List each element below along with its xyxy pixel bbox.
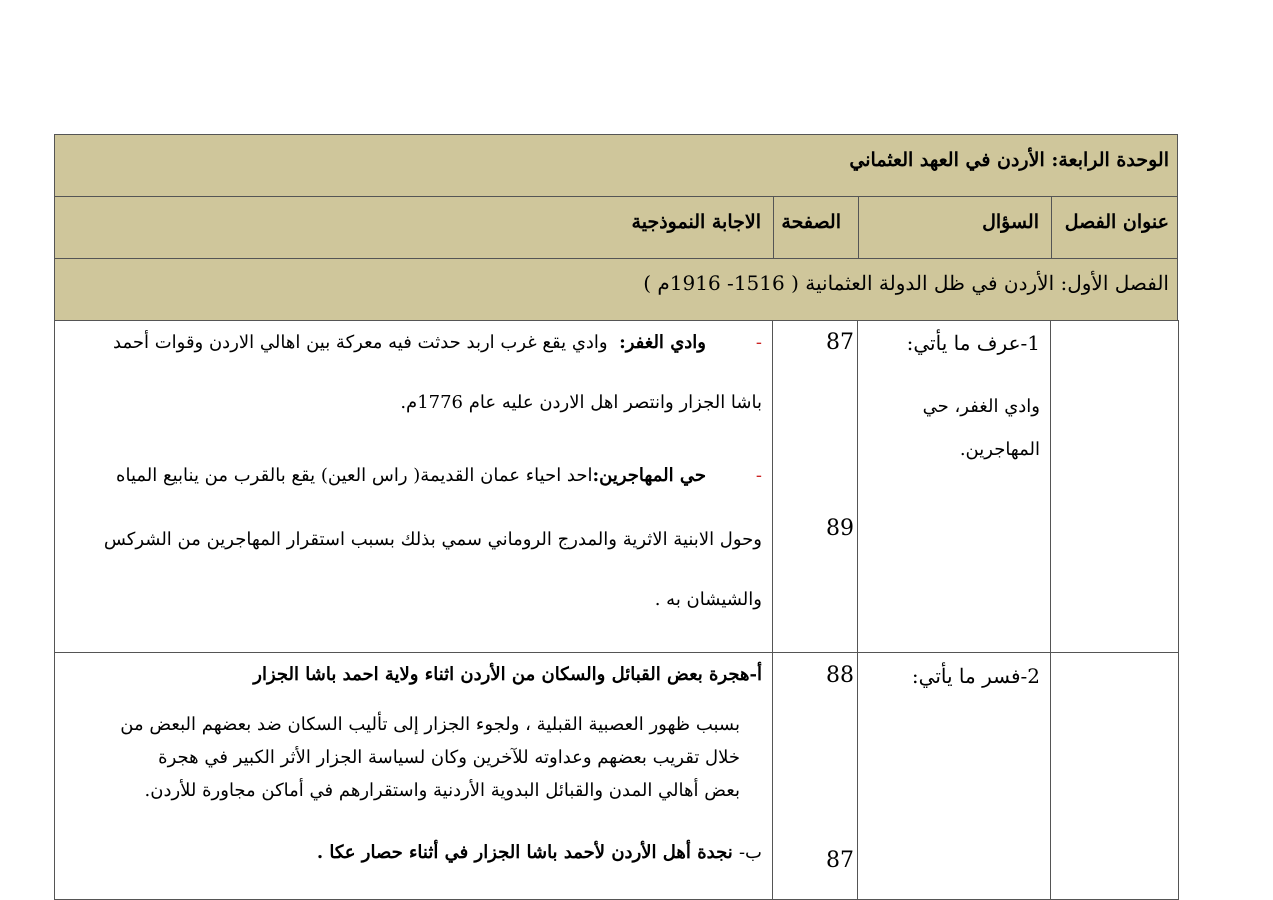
answer-term: وادي الغفر: (619, 332, 706, 353)
question-1-line-3: المهاجرين. (959, 439, 1040, 460)
answer-dash: - (755, 465, 762, 486)
answer-1-line-2: باشا الجزار وانتصر اهل الاردن عليه عام 1776م. (400, 392, 762, 413)
answer-a-line-1: بسبب ظهور العصبية القبلية ، ولجوء الجزار إلى تأليب السكان ضد بعضهم البعض من (120, 714, 740, 735)
answer-a-title: أ-هجرة بعض القبائل والسكان من الأردن اثناء ولاية احمد باشا الجزار (253, 664, 762, 685)
question-2-line-1: 2-فسر ما يأتي: (911, 664, 1040, 688)
chapter-row (54, 258, 1178, 321)
page-number: 88 (826, 663, 854, 688)
answer-b-prefix: ب- (738, 842, 762, 863)
question-1-line-2: وادي الغفر، حي (922, 396, 1040, 417)
table-body (54, 320, 1178, 900)
answer-2-line-1 (116, 467, 706, 485)
unit-title: الوحدة الرابعة: الأردن في العهد العثماني (849, 149, 1169, 171)
col-page: الصفحة (781, 211, 841, 233)
answer-2-line-3: والشيشان به . (654, 589, 762, 610)
answer-2-definition: احد احياء عمان القديمة( راس العين) يقع بالقرب من ينابيع المياه (116, 465, 593, 486)
col-question: السؤال (982, 211, 1039, 233)
question-1-line-1: 1-عرف ما يأتي: (906, 331, 1040, 355)
answer-1-definition: وادي يقع غرب اربد حدثت فيه معركة بين اهالي الاردن وقوات أحمد (113, 332, 608, 353)
col-chapter-title: عنوان الفصل (1064, 211, 1169, 233)
page-number: 89 (826, 516, 854, 541)
unit-title-row (54, 134, 1178, 197)
col-model-answer: الاجابة النموذجية (631, 211, 761, 233)
answer-1-line-1 (113, 334, 706, 352)
answer-dash: - (755, 332, 762, 353)
answer-a-line-3: بعض أهالي المدن والقبائل البدوية الأردنية واستقرارهم في أماكن مجاورة للأردن. (144, 780, 740, 801)
curriculum-table (54, 134, 1180, 900)
page-number: 87 (826, 330, 854, 355)
answer-b-title: نجدة أهل الأردن لأحمد باشا الجزار في أثناء حصار عكا . (316, 842, 739, 863)
answer-term: حي المهاجرين: (592, 465, 706, 486)
chapter-one-title: الفصل الأول: الأردن في ظل الدولة العثمانية ( 1516- 1916م ) (643, 271, 1169, 295)
page-number: 87 (826, 848, 854, 873)
answer-b-line (317, 844, 762, 862)
column-header-row (54, 196, 1178, 259)
answer-a-line-2: خلال تقريب بعضهم وعداوته للآخرين وكان لسياسة الجزار الأثر الكبير في هجرة (158, 747, 740, 768)
answer-2-line-2: وحول الابنية الاثرية والمدرج الروماني سمي بذلك بسبب استقرار المهاجرين من الشركس (103, 529, 762, 550)
